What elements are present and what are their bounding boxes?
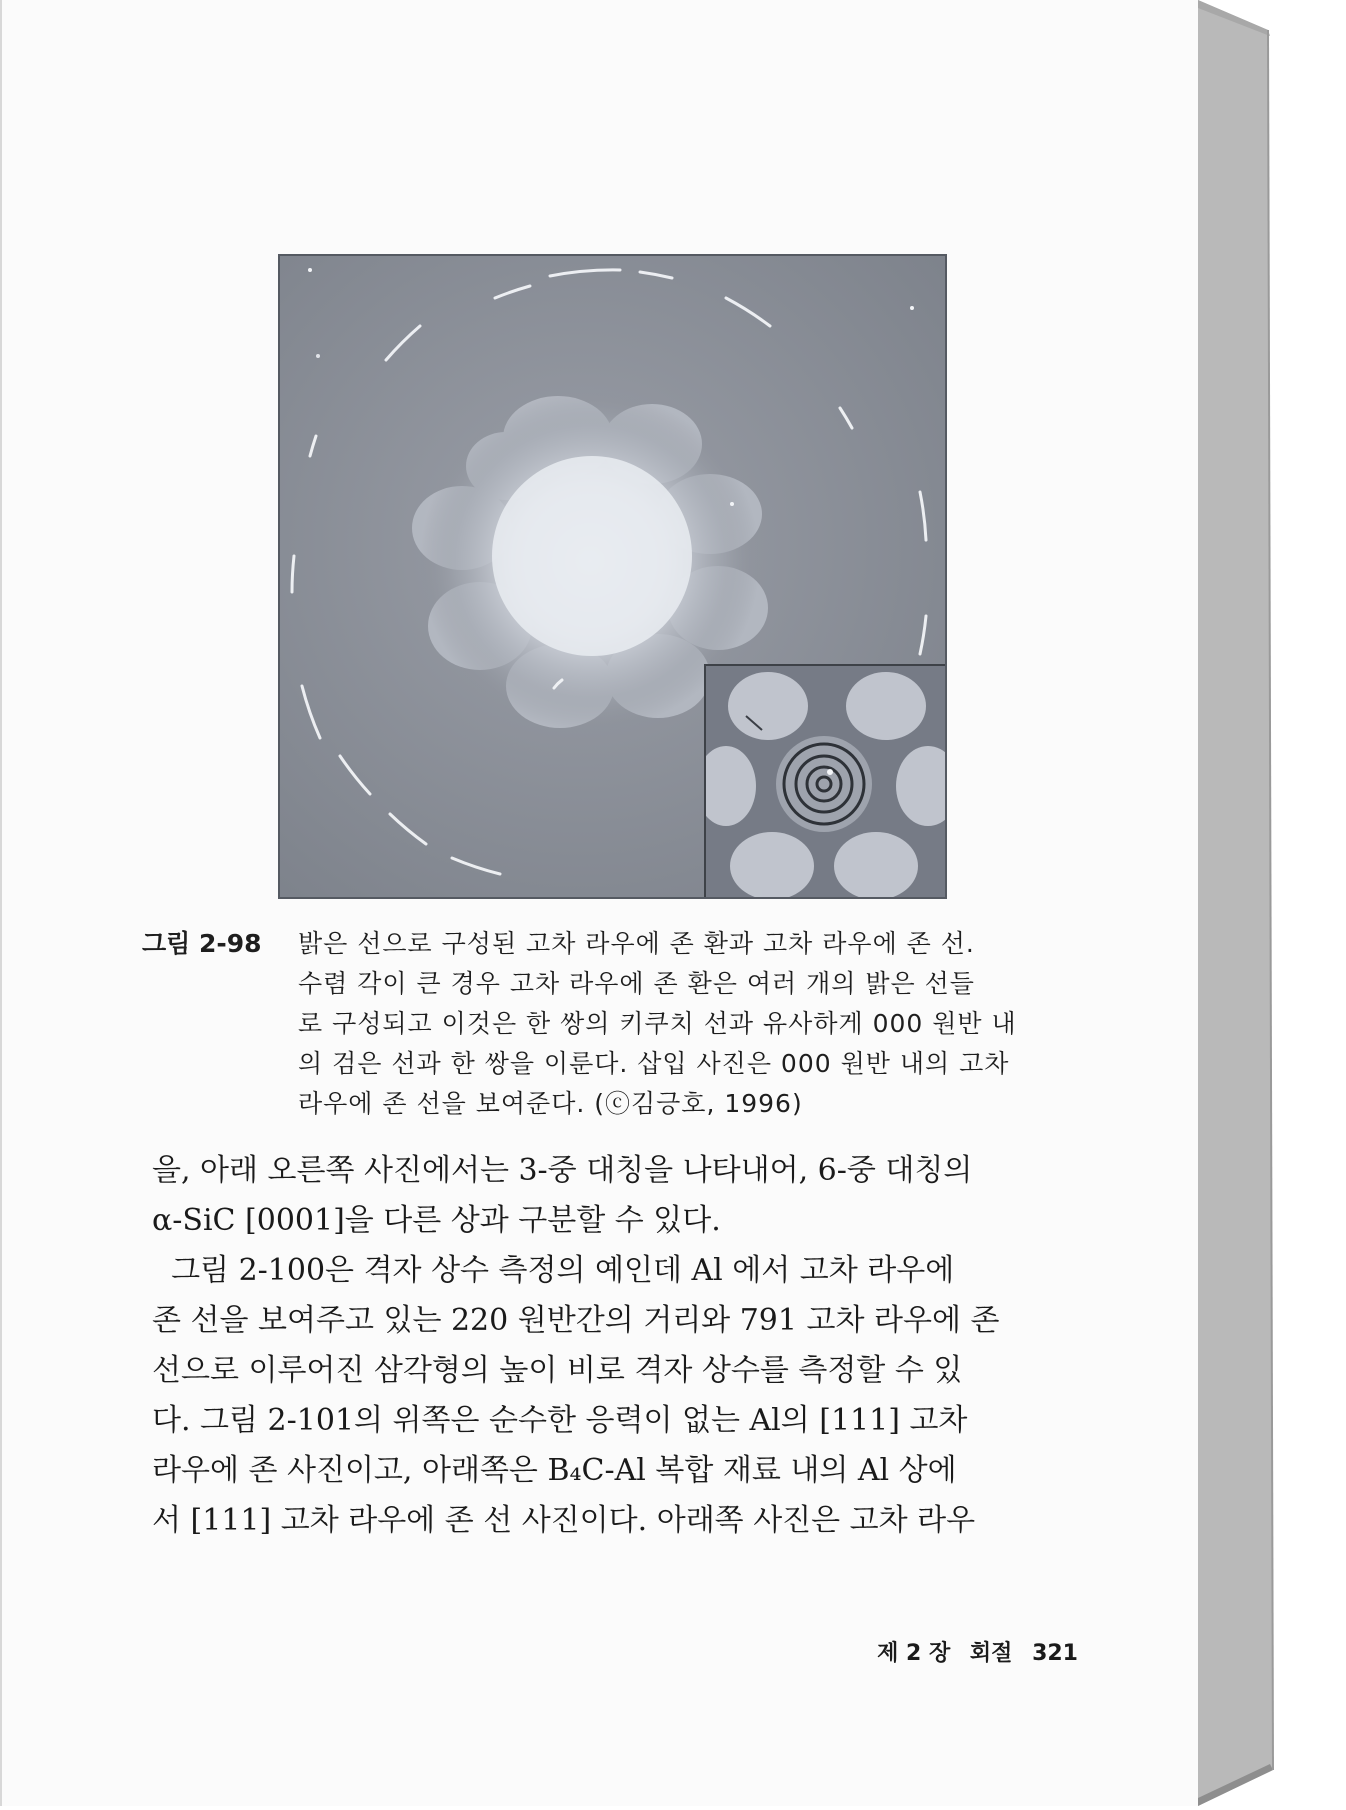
section-label: 회절 [969, 1641, 1013, 1666]
body-line: 그림 2-100은 격자 상수 측정의 예인데 Al 에서 고차 라우에 [152, 1253, 955, 1288]
caption-line: 로 구성되고 이것은 한 쌍의 키쿠치 선과 유사하게 000 원반 내 [298, 1009, 1017, 1038]
chapter-label: 제 2 장 [877, 1641, 951, 1666]
body-line: 을, 아래 오른쪽 사진에서는 3-중 대칭을 나타내어, 6-중 대칭의 [152, 1153, 973, 1188]
body-line: α-SiC [0001]을 다른 상과 구분할 수 있다. [152, 1203, 721, 1238]
body-line: 선으로 이루어진 삼각형의 높이 비로 격자 상수를 측정할 수 있 [152, 1353, 963, 1388]
diffraction-photo [278, 254, 947, 899]
body-line: 존 선을 보여주고 있는 220 원반간의 거리와 791 고차 라우에 존 [152, 1303, 1000, 1338]
body-line: 서 [111] 고차 라우에 존 선 사진이다. 아래쪽 사진은 고차 라우 [152, 1503, 976, 1538]
body-line: 라우에 존 사진이고, 아래쪽은 B₄C-Al 복합 재료 내의 Al 상에 [152, 1453, 957, 1488]
caption-line: 수렴 각이 큰 경우 고차 라우에 존 환은 여러 개의 밝은 선들 [298, 969, 975, 998]
page-number: 321 [1032, 1641, 1078, 1666]
book-edge [1198, 0, 1346, 1806]
page-footer [848, 1636, 1078, 1667]
caption-line: 밝은 선으로 구성된 고차 라우에 존 환과 고차 라우에 존 선. [298, 929, 975, 958]
body-line: 다. 그림 2-101의 위쪽은 순수한 응력이 없는 Al의 [111] 고차 [152, 1403, 968, 1438]
inset-photo [704, 664, 947, 899]
body-paragraph [152, 1146, 1082, 1546]
caption-line: 라우에 존 선을 보여준다. (ⓒ김긍호, 1996) [298, 1089, 803, 1118]
caption-line: 의 검은 선과 한 쌍을 이룬다. 삽입 사진은 000 원반 내의 고차 [298, 1049, 1010, 1078]
figure-label: 그림 2-98 [142, 929, 262, 958]
